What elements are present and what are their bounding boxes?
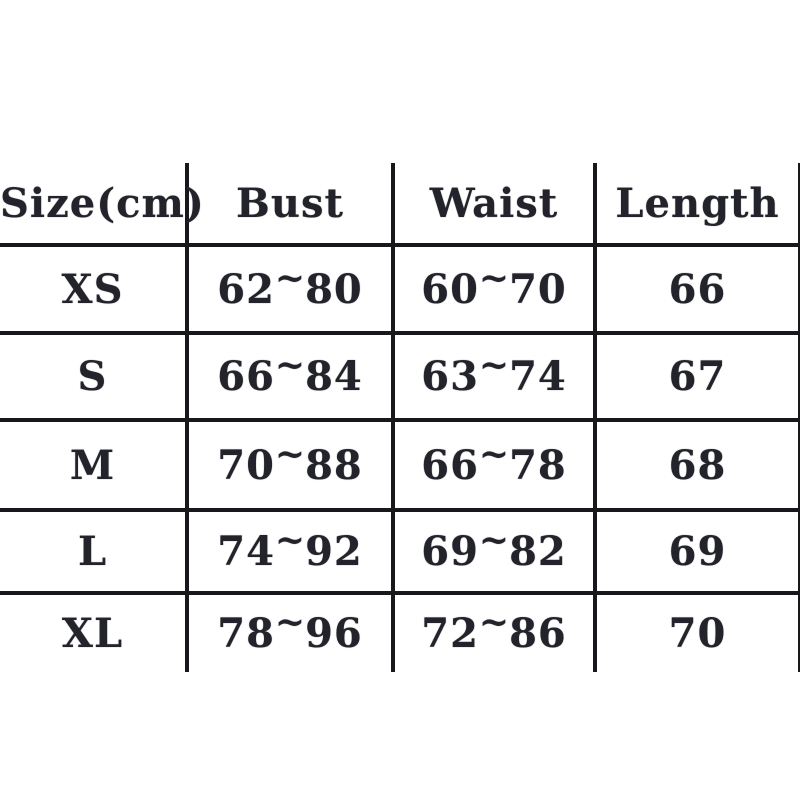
waist-value-m: 66~78 xyxy=(393,420,595,510)
bust-value-m: 70~88 xyxy=(187,420,393,510)
length-value-l: 69 xyxy=(595,510,800,593)
range-tilde: ~ xyxy=(274,344,306,387)
range-tilde: ~ xyxy=(274,519,306,562)
range-tilde: ~ xyxy=(478,344,510,387)
column-header-waist: Waist xyxy=(393,163,595,245)
waist-value-l: 69~82 xyxy=(393,510,595,593)
range-tilde: ~ xyxy=(274,256,306,299)
size-label-l: L xyxy=(0,510,187,593)
length-value-m: 68 xyxy=(595,420,800,510)
size-label-s: S xyxy=(0,333,187,420)
table-row-s xyxy=(0,333,800,420)
column-header-length: Length xyxy=(595,163,800,245)
bust-value-xl: 78~96 xyxy=(187,593,393,672)
table-row-m xyxy=(0,420,800,510)
table-row-xs xyxy=(0,245,800,333)
bust-value-s: 66~84 xyxy=(187,333,393,420)
bust-value-xs: 62~80 xyxy=(187,245,393,333)
range-tilde: ~ xyxy=(478,519,510,562)
range-tilde: ~ xyxy=(274,432,306,475)
size-label-xl: XL xyxy=(0,593,187,672)
size-label-m: M xyxy=(0,420,187,510)
bust-value-l: 74~92 xyxy=(187,510,393,593)
waist-value-s: 63~74 xyxy=(393,333,595,420)
range-tilde: ~ xyxy=(274,601,306,644)
table-header-row xyxy=(0,163,800,245)
length-value-xs: 66 xyxy=(595,245,800,333)
size-chart-table xyxy=(0,163,800,672)
table-row-l xyxy=(0,510,800,593)
table-row-xl xyxy=(0,593,800,672)
size-label-xs: XS xyxy=(0,245,187,333)
column-header-bust: Bust xyxy=(187,163,393,245)
waist-value-xs: 60~70 xyxy=(393,245,595,333)
waist-value-xl: 72~86 xyxy=(393,593,595,672)
length-value-s: 67 xyxy=(595,333,800,420)
range-tilde: ~ xyxy=(478,256,510,299)
range-tilde: ~ xyxy=(478,601,510,644)
column-header-size: Size(cm) xyxy=(0,163,187,245)
length-value-xl: 70 xyxy=(595,593,800,672)
range-tilde: ~ xyxy=(478,432,510,475)
